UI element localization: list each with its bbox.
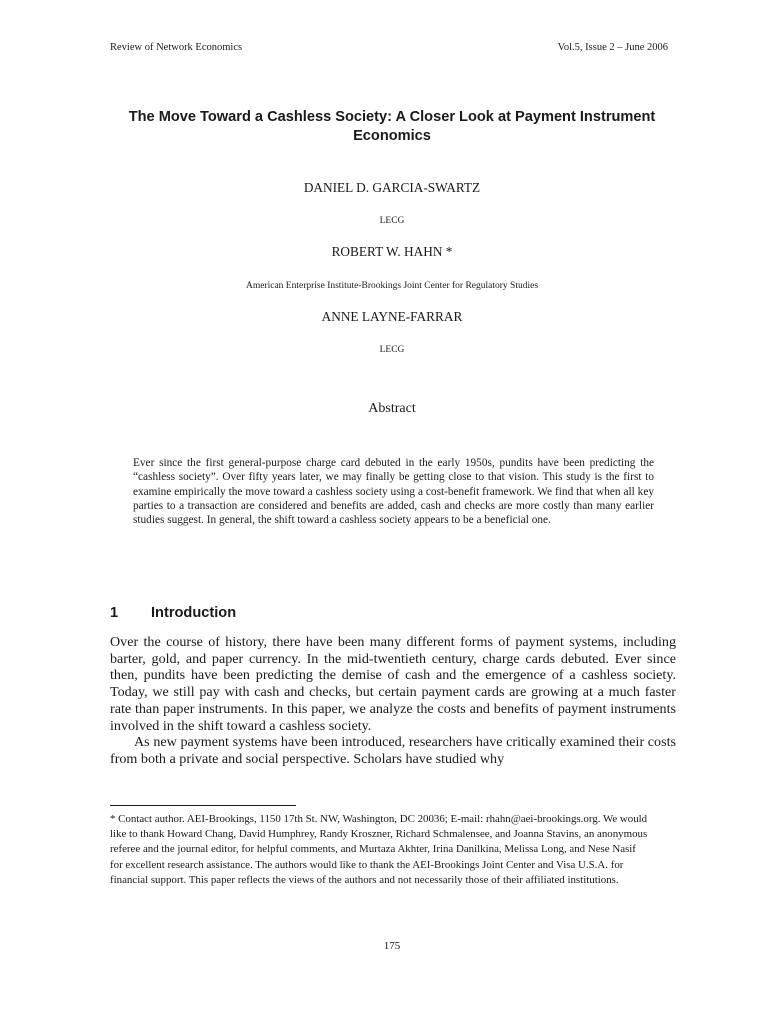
author-affiliation: LECG xyxy=(379,216,405,226)
author-block-2 xyxy=(0,244,768,260)
author-affiliation-block-3 xyxy=(0,345,768,355)
journal-name: Review of Network Economics xyxy=(110,42,243,53)
running-header xyxy=(110,42,668,58)
page-number: 175 xyxy=(383,940,401,952)
abstract-heading: Abstract xyxy=(368,401,416,416)
author-affiliation-block-2 xyxy=(0,281,768,291)
issue-info: Vol.5, Issue 2 – June 2006 xyxy=(557,42,668,53)
author-affiliation: LECG xyxy=(379,345,405,355)
footnote: * Contact author. AEI-Brookings, 1150 17th St. NW, Washington, DC 20036; E-mail: rhahn@aei-brookings.org. We would like to thank Howard Chang, David Humphrey, Randy Kroszner, Richard Schmalensee, and Joanna Stavins, an anonymous referee and the journal editor, for helpful comments, and Murtaza Akhter, Irina Danilkina, Melissa Long, and Nese Nasif for excellent research assistance. The authors would like to thank the AEI-Brookings Joint Center and Visa U.S.A. for financial support. This paper reflects the views of the authors and not necessarily those of their affiliated institutions. xyxy=(110,813,648,886)
abstract-text: Ever since the first general-purpose charge card debuted in the early 1950s, pundits have been predicting the “cashless society”. Over fifty years later, we may finally be getting close to that vision. This study is the first to examine empirically the move toward a cashless society using a cost-benefit framework. We find that when all key parties to a transaction are considered and benefits are added, cash and checks are more costly than many earlier studies suggest. In general, the shift toward a cashless society appears to be a beneficial one. xyxy=(133,457,654,527)
section-heading xyxy=(110,605,236,621)
author-block-3 xyxy=(0,309,768,325)
section-title: Introduction xyxy=(151,605,237,621)
author-affiliation-block-1 xyxy=(0,216,768,226)
author-name: DANIEL D. GARCIA-SWARTZ xyxy=(303,180,481,195)
section-number: 1 xyxy=(110,605,119,621)
body-text xyxy=(110,634,676,768)
author-name: ANNE LAYNE-FARRAR xyxy=(321,309,463,324)
footnote-rule xyxy=(110,805,296,806)
paragraph: As new payment systems have been introduced, researchers have critically examined their costs from both a private and social perspective. Scholars have studied why xyxy=(110,734,676,767)
author-block-1 xyxy=(0,180,768,196)
author-name: ROBERT W. HAHN * xyxy=(331,244,453,259)
paper-title: The Move Toward a Cashless Society: A Closer Look at Payment Instrument Economics xyxy=(128,109,656,144)
paragraph: Over the course of history, there have been many different forms of payment systems, including barter, gold, and paper currency. In the mid-twentieth century, charge cards debuted. Ever since then, pundits have been predicting the demise of cash and the emergence of a cashless society. Today, we still pay with cash and checks, but certain payment cards are growing at a much faster rate than paper instruments. In this paper, we analyze the costs and benefits of payment instruments involved in the shift toward a cashless society. xyxy=(110,634,676,734)
author-affiliation: American Enterprise Institute-Brookings Joint Center for Regulatory Studies xyxy=(245,281,539,291)
